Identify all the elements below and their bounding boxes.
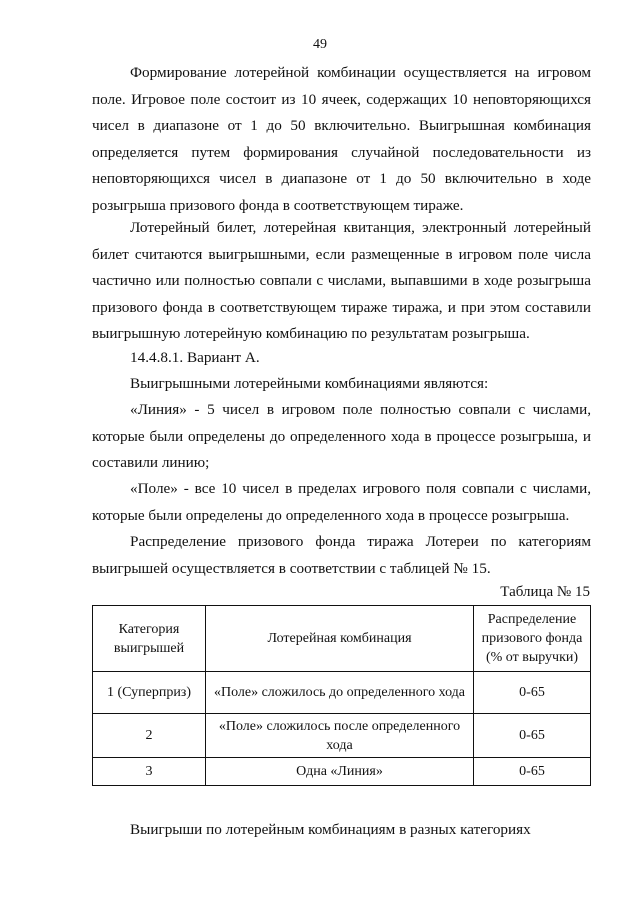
paragraph-field-definition: «Поле» - все 10 чисел в пределах игрового поля совпали с числами, которые были определены до определенного хода в процессе розыгрыша.: [92, 480, 591, 524]
header-category: Категория выигрышей: [93, 606, 206, 672]
table-row: [93, 758, 591, 786]
paragraph-lottery-combination: Формирование лотерейной комбинации осуществляется на игровом поле. Игровое поле состоит из 10 ячеек, содержащих 10 неповторяющихся чисел в диапазоне от 1 до 50 включительно. Выигрышная комбинация определяется путем формирования случайной последовательности из неповторяющихся чисел в диапазоне от 1 до 50 включительно в ходе розыгрыша призового фонда в соответствующем тираже.: [92, 64, 591, 214]
header-combination: Лотерейная комбинация: [206, 606, 474, 672]
table-header-row: [93, 606, 591, 672]
page-number: 49: [313, 37, 327, 52]
header-distribution: Распределение призового фонда (% от выручки): [474, 606, 591, 672]
table-row: [93, 714, 591, 758]
cell-category: 2: [93, 714, 206, 758]
paragraph-prize-distribution: Распределение призового фонда тиража Лотереи по категориям выигрышей осуществляется в соответствии с таблицей № 15.: [92, 533, 591, 577]
table-row: [93, 672, 591, 714]
paragraph-line-definition: «Линия» - 5 чисел в игровом поле полностью совпали с числами, которые были определены до определенного хода в процессе розыгрыша, и составили линию;: [92, 401, 591, 472]
cell-combination: Одна «Линия»: [206, 758, 474, 786]
cell-distribution: 0-65: [474, 714, 591, 758]
cell-distribution: 0-65: [474, 758, 591, 786]
cell-combination: «Поле» сложилось после определенного хода: [206, 714, 474, 758]
table-caption: Таблица № 15: [500, 584, 590, 600]
cell-combination: «Поле» сложилось до определенного хода: [206, 672, 474, 714]
cell-category: 1 (Суперприз): [93, 672, 206, 714]
paragraph-winning-combinations-intro: Выигрышными лотерейными комбинациями являются:: [130, 375, 489, 392]
cell-distribution: 0-65: [474, 672, 591, 714]
section-heading-variant-a: 14.4.8.1. Вариант А.: [130, 349, 260, 366]
cell-category: 3: [93, 758, 206, 786]
prize-table: [92, 605, 591, 786]
paragraph-winnings-continued: Выигрыши по лотерейным комбинациям в разных категориях: [130, 821, 531, 838]
paragraph-winning-tickets: Лотерейный билет, лотерейная квитанция, электронный лотерейный билет считаются выигрышными, если размещенные в игровом поле числа частично или полностью совпали с числами, выпавшими в ходе розыгрыша призового фонда в соответствующем тираже тиража, и при этом составили выигрышную лотерейную комбинацию по результатам розыгрыша.: [92, 219, 591, 343]
